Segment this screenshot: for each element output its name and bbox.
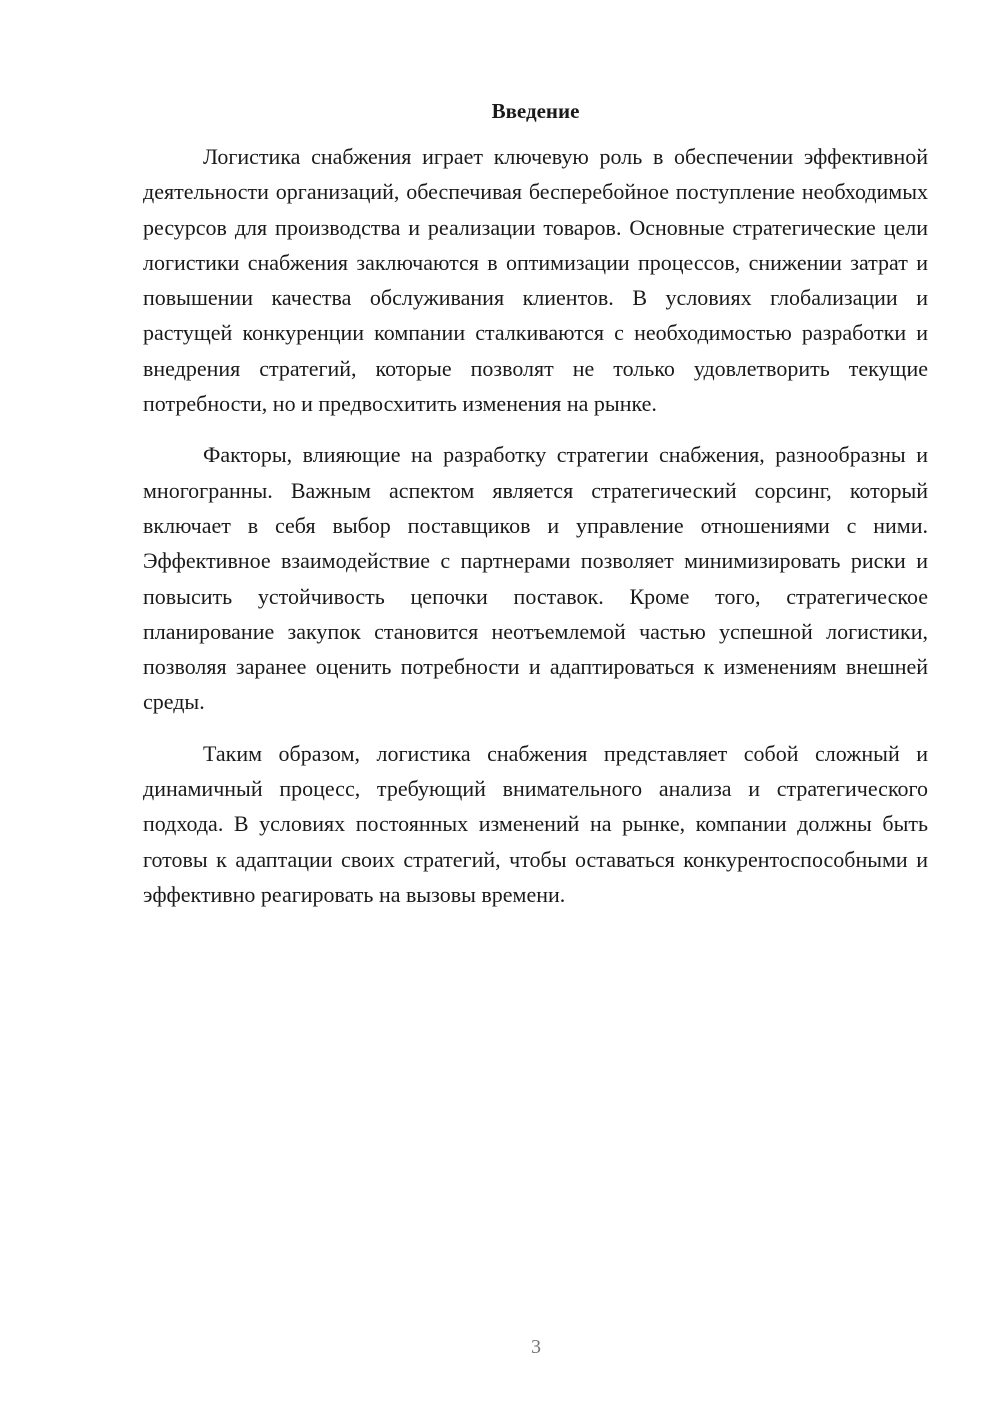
page-content [143, 96, 928, 912]
page-number: 3 [531, 1336, 541, 1358]
paragraph-3: Таким образом, логистика снабжения представляет собой сложный и динамичный процесс, требующий внимательного анализа и стратегического подхода. В условиях постоянных изменений на рынке, компании должны быть готовы к адаптации своих стратегий, чтобы оставаться конкурентоспособными и эффективно реагировать на вызовы времени. [143, 740, 928, 907]
section-title: Введение [491, 99, 580, 123]
paragraph-2: Факторы, влияющие на разработку стратегии снабжения, разнообразны и многогранны. Важным аспектом является стратегический сорсинг, который включает в себя выбор поставщиков и управление отношениями с ними. Эффективное взаимодействие с партнерами позволяет минимизировать риски и повысить устойчивость цепочки поставок. Кроме того, стратегическое планирование закупок становится неотъемлемой частью успешной логистики, позволяя заранее оценить потребности и адаптироваться к изменениям внешней среды. [143, 442, 928, 715]
paragraph-1: Логистика снабжения играет ключевую роль в обеспечении эффективной деятельности организаций, обеспечивая бесперебойное поступление необходимых ресурсов для производства и реализации товаров. Основные стратегические цели логистики снабжения заключаются в оптимизации процессов, снижении затрат и повышении качества обслуживания клиентов. В условиях глобализации и растущей конкуренции компании сталкиваются с необходимостью разработки и внедрения стратегий, которые позволят не только удовлетворить текущие потребности, но и предвосхитить изменения на рынке. [143, 144, 928, 417]
